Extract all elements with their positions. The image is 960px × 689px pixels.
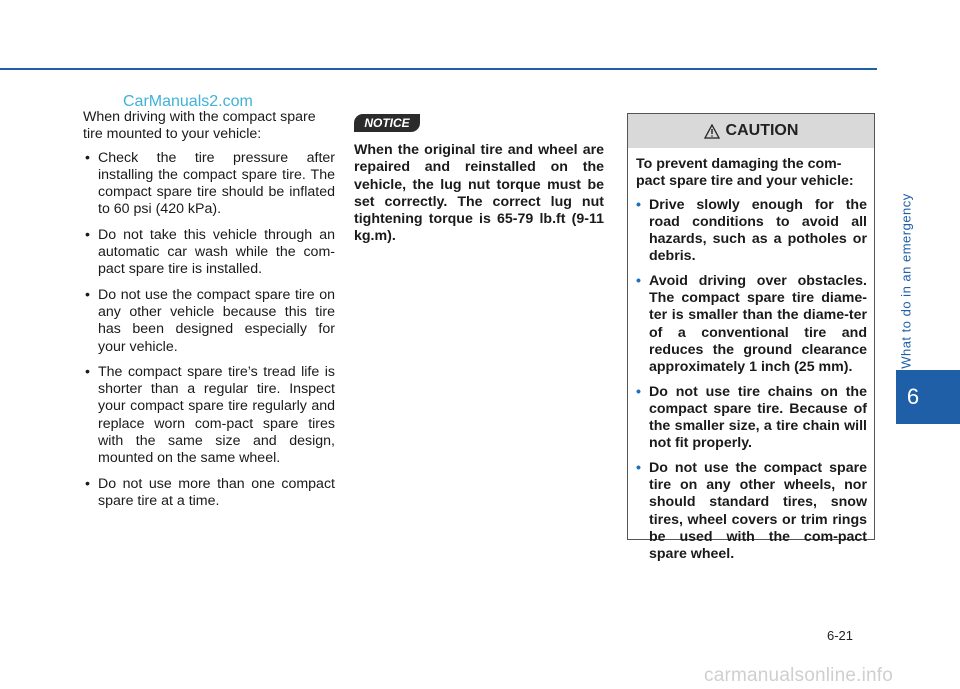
- bullet-icon: •: [85, 363, 90, 380]
- bullet-icon: •: [85, 286, 90, 303]
- list-item: • Drive slowly enough for the road conditions to avoid all hazards, such as a potholes or debris.: [636, 196, 867, 265]
- bullet-icon: •: [85, 149, 90, 166]
- caution-intro: To prevent damaging the com-pact spare tire and your vehicle:: [636, 156, 854, 190]
- notice-text: When the original tire and wheel are repaired and reinstalled on the vehicle, the lug nut torque must be set correctly. The correct lug nut tightening torque is 65-79 lb.ft (9-11 kg.m).: [354, 142, 604, 245]
- list-item: • Do not use more than one compact spare tire at a time.: [85, 475, 335, 509]
- chapter-title: What to do in an emergency: [898, 193, 914, 369]
- bullet-icon: •: [85, 475, 90, 492]
- list-item: • Do not use the compact spare tire on any other vehicle because this tire has been designed especially for your vehicle.: [85, 286, 335, 355]
- list-item: • Check the tire pressure after installing the compact spare tire. The compact spare tire should be inflated to 60 psi (420 kPa).: [85, 149, 335, 218]
- bullet-icon: •: [636, 383, 641, 400]
- list-item: • Do not take this vehicle through an automatic car wash while the com-pact spare tire is installed.: [85, 226, 335, 278]
- watermark-top[interactable]: CarManuals2.com: [123, 93, 253, 110]
- bullet-icon: •: [85, 226, 90, 243]
- header-rule: [0, 68, 877, 70]
- list-item: • Do not use the compact spare tire on any other wheels, nor should standard tires, snow tires, wheel covers or trim rings be used with the com-pact spare wheel.: [636, 459, 867, 563]
- chapter-number: 6: [906, 384, 920, 409]
- list-item: • Do not use tire chains on the compact spare tire. Because of the smaller size, a tire chain will not fit properly.: [636, 383, 867, 452]
- list-item: • The compact spare tire’s tread life is shorter than a regular tire. Inspect your compact spare tire regularly and replace worn com-pact spare tires with the same size and design, mounted on the same wheel.: [85, 363, 335, 467]
- list-item: • Avoid driving over obstacles. The compact spare tire diame-ter is smaller than the diame-ter of a conventional tire and reduces the ground clearance approximately 1 inch (25 mm).: [636, 272, 867, 376]
- caution-list: [636, 197, 867, 564]
- watermark-bottom[interactable]: carmanualsonline.info: [704, 665, 894, 686]
- bullet-icon: •: [636, 272, 641, 289]
- page-number: 6-21: [827, 628, 854, 643]
- bullet-icon: •: [636, 459, 641, 476]
- tips-list: [83, 150, 335, 511]
- caution-box: [627, 113, 875, 563]
- caution-header: [628, 114, 874, 148]
- chapter-tab: [896, 370, 960, 424]
- left-column: [83, 109, 335, 518]
- bullet-icon: •: [636, 196, 641, 213]
- intro-text: When driving with the compact spare tire mounted to your vehicle:: [83, 109, 316, 143]
- warning-triangle-icon: [704, 124, 720, 139]
- notice-badge: NOTICE: [354, 114, 420, 132]
- caution-body: [628, 148, 874, 564]
- caution-title: CAUTION: [725, 122, 799, 139]
